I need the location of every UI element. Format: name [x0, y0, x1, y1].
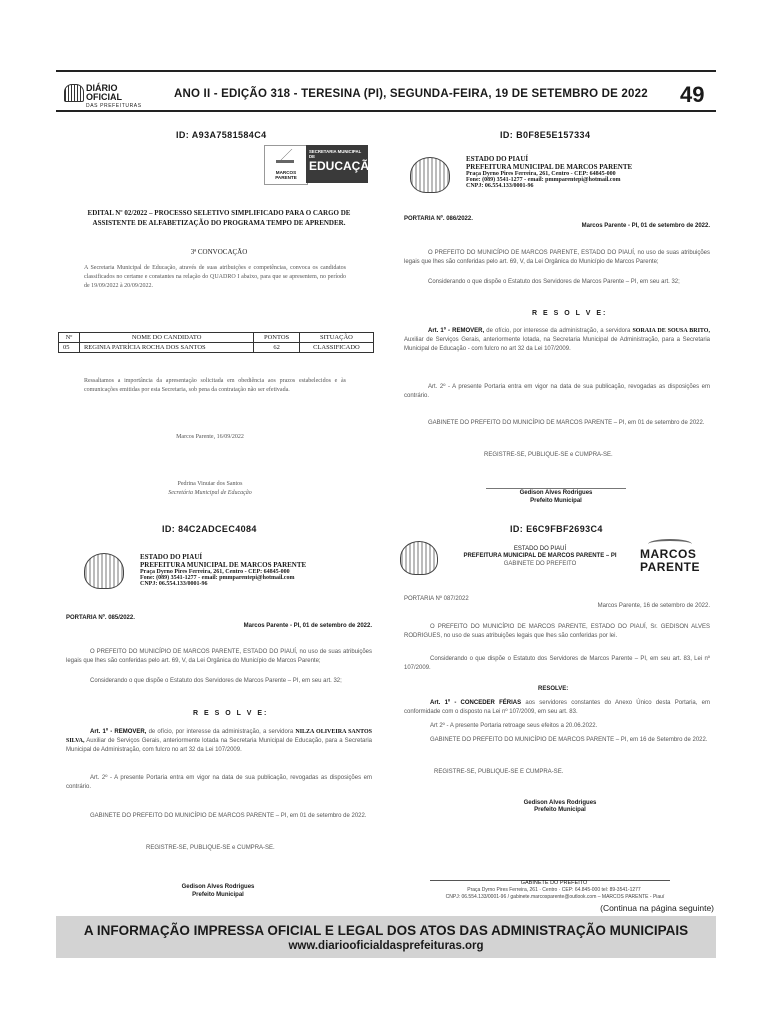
table-header: PONTOS: [254, 333, 300, 343]
doc1-signer-role: Secretária Municipal de Educação: [168, 490, 252, 496]
doc4-registre: REGISTRE-SE, PUBLIQUE-SE E CUMPRA-SE.: [434, 769, 564, 775]
letterhead-line2: PREFEITURA MUNICIPAL DE MARCOS PARENTE: [466, 163, 633, 171]
doc4-art1: [404, 699, 710, 717]
page-number: 49: [680, 82, 705, 107]
doc4-id: ID: E6C9FBF2693C4: [510, 524, 603, 534]
doc4-footer-line3: CNPJ: 06.554.133/0001-96 / gabinete.marcosparente@outlook.com – MARCOS PARENTE - Piauí: [445, 894, 665, 900]
header-top-rule: [56, 70, 716, 72]
doc3-p2: Considerando o que dispõe o Estatuto dos Servidores de Marcos Parente – PI, em seu art. 32;: [90, 678, 342, 684]
doc2-registre: REGISTRE-SE, PUBLIQUE-SE e CUMPRA-SE.: [484, 452, 613, 458]
doc4-portaria: PORTARIA Nº 087/2022: [404, 596, 469, 602]
doc3-art1-text: de ofício, por interesse da administração, a servidora: [146, 729, 296, 735]
doc3-registre: REGISTRE-SE, PUBLIQUE-SE e CUMPRA-SE.: [146, 845, 275, 851]
doc2-art1-rest: Auxiliar de Serviços Gerais, anteriormente lotada, na Secretaria Municipal de Administração, para a Secretaria Municipal de Educação - com fulcro no art 32 da Lei 107/2009.: [404, 337, 710, 352]
coat-of-arms-icon: [400, 541, 438, 575]
doc3-portaria: PORTARIA Nº. 085/2022.: [66, 615, 135, 621]
table-header: NOME DO CANDIDATO: [79, 333, 253, 343]
logo-city-text: MARCOS PARENTE: [275, 170, 297, 180]
doc3-art1-name: NILZA OLIVEIRA SANTOS SILVA,: [66, 729, 372, 744]
doc1-signer-name: Pedrina Vinuiar dos Santos: [177, 481, 243, 487]
marcos-parente-logo: [640, 539, 716, 579]
doc2-resolve: R E S O L V E:: [532, 310, 608, 317]
letterhead-line2: PREFEITURA MUNICIPAL DE MARCOS PARENTE: [140, 561, 307, 569]
footer-website: www.diariooficialdasprefeituras.org: [288, 940, 484, 952]
doc3-art2: Art. 2º - A presente Portaria entra em vigor na data de sua publicação, revogadas as disposições em contrário.: [66, 775, 372, 790]
letterhead-line1: ESTADO DO PIAUÍ: [140, 553, 203, 561]
doc2-art1-text: de ofício, por interesse da administração, a servidora: [484, 328, 633, 334]
logo-secretaria-text: SECRETARIA MUNICIPAL DE: [309, 149, 362, 159]
doc2-gabinete: GABINETE DO PREFEITO DO MUNICÍPIO DE MARCOS PARENTE – PI, em 01 de setembro de 2022.: [428, 420, 705, 426]
coat-of-arms-icon: [84, 553, 124, 589]
school-icon: [276, 149, 294, 163]
doc4-date: Marcos Parente, 16 de setembro de 2022.: [597, 603, 710, 609]
doc3-signer-name: Gedison Alves Rodrigues: [181, 884, 255, 890]
educacao-logo: [264, 145, 379, 183]
doc4-resolve: RESOLVE:: [538, 686, 569, 692]
letterhead-line4: Fone: (089) 3541-1277 - email: pmmparentepi@hotmail.com: [140, 575, 295, 581]
letterhead-line5: CNPJ: 06.554.133/0001-96: [140, 581, 208, 587]
continua-note: (Continua na página seguinte): [600, 903, 714, 913]
brand-top: MARCOS: [640, 547, 697, 561]
doc4-art1-rest: aos servidores constantes do Anexo Único desta Portaria, em conformidade com o disposto na Lei nº 107/2009, em seu art. 83.: [404, 700, 710, 715]
doc4-footer-line2: Praça Dyrno Pires Ferreira, 261 · Centro · CEP: 64.845-000 tel: 89-3541-1277: [467, 887, 641, 893]
doc4-p2: Considerando o que dispõe o Estatuto dos Servidores de Marcos Parente – PI, em seu art. 83, Lei nº 107/2009.: [404, 656, 710, 671]
doc2-signer-name: Gedison Alves Rodrigues: [519, 490, 593, 496]
candidates-table: [58, 332, 374, 353]
doc2-art1-name: SORAIA DE SOUSA BRITO,: [632, 328, 710, 334]
doc3-p1: O PREFEITO DO MUNICÍPIO DE MARCOS PARENTE, ESTADO DO PIAUÍ, no uso de suas atribuições legais que lhes são conferidas pelo art. 69, V, da Lei Orgânica do Município de Marcos Parente;: [66, 649, 372, 664]
edition-line: ANO II - EDIÇÃO 318 - TERESINA (PI), SEGUNDA-FEIRA, 19 DE SETEMBRO DE 2022: [174, 88, 648, 100]
doc2-p1: O PREFEITO DO MUNICÍPIO DE MARCOS PARENTE, ESTADO DO PIAUÍ, no uso de suas atribuições legais que lhes são conferidas pelo art. 69, V, da Lei Orgânica do Município de Marcos Parente;: [404, 250, 710, 265]
doc1-paragraph2: Ressaltamos a importância da apresentação solicitada em obediência aos prazos estabelecidos e às comunicações emitidas por esta Secretaria, sob pena da contratação não ser efetivada.: [84, 378, 346, 393]
footer-line1: A INFORMAÇÃO IMPRESSA OFICIAL E LEGAL DOS ATOS DAS ADMINISTRAÇÃO MUNICIPAIS: [83, 923, 689, 938]
doc2-signer-role: Prefeito Municipal: [530, 498, 582, 504]
letterhead-line3: Praça Dyrno Pires Ferreira, 261, Centro - CEP: 64845-000: [140, 569, 290, 575]
doc3-signer-role: Prefeito Municipal: [192, 892, 244, 898]
doc4-heading-line1: ESTADO DO PIAUÍ: [513, 546, 567, 552]
doc4-footer-line1: GABINETE DO PREFEITO: [520, 880, 588, 886]
doc4-signer-role: Prefeito Municipal: [534, 807, 586, 813]
doc3-letterhead: [140, 553, 390, 587]
doc2-art1-lead: Art. 1º - REMOVER,: [428, 328, 485, 334]
letterhead-line5: CNPJ: 06.554.133/0001-96: [466, 183, 534, 189]
doc4-gabinete: GABINETE DO PREFEITO DO MUNICÍPIO DE MARCOS PARENTE – PI, em 16 de Setembro de 2022.: [430, 737, 708, 743]
logo-dark-block: [306, 145, 379, 183]
logo-subtitle: DAS PREFEITURAS: [86, 103, 142, 109]
doc1-title: EDITAL Nº 02/2022 – PROCESSO SELETIVO SIMPLIFICADO PARA O CARGO DE ASSISTENTE DE ALFABETIZAÇÃO DO PROGRAMA TEMPO DE APRENDER.: [87, 209, 351, 227]
table-row: [59, 343, 374, 353]
diario-logo: [64, 82, 148, 109]
logo-title: DIÁRIO OFICIAL: [86, 83, 122, 102]
table-cell: REGINIA PATRÍCIA ROCHA DOS SANTOS: [79, 343, 253, 353]
table-cell: 62: [254, 343, 300, 353]
letterhead-line3: Praça Dyrno Pires Ferreira, 261, Centro - CEP: 64845-000: [466, 171, 616, 177]
table-cell: CLASSIFICADO: [299, 343, 373, 353]
doc3-art1-lead: Art. 1º - REMOVER,: [90, 729, 147, 735]
brand-bottom: PARENTE: [640, 560, 700, 574]
doc1-paragraph1: A Secretaria Municipal de Educação, através de suas atribuições e competências, convoca os candidatos classificados no certame e constantes na relação do QUADRO I abaixo, para que se apresentem, no período de 19/09/2022 à 20/09/2022.: [84, 265, 346, 289]
doc2-portaria: PORTARIA Nº. 086/2022.: [404, 216, 473, 222]
doc4-signer-name: Gedison Alves Rodrigues: [523, 800, 597, 806]
coat-of-arms-icon: [410, 157, 450, 193]
doc4-heading-line2: PREFEITURA MUNICIPAL DE MARCOS PARENTE – PI: [463, 553, 617, 559]
doc2-art2: Art. 2º - A presente Portaria entra em vigor na data de sua publicação, revogadas as disposições em contrário.: [404, 384, 710, 399]
building-icon: [64, 84, 84, 102]
doc1-place-date: Marcos Parente, 16/09/2022: [176, 434, 244, 440]
doc2-art1: [404, 327, 710, 354]
logo-crest-block: [264, 145, 308, 185]
doc3-art1-rest: Auxiliar de Serviços Gerais, anteriormente lotada na Secretaria Municipal de Educação, para a Secretaria Municipal de Administração, com fulcro no art 32 da Lei 107/2009.: [66, 738, 372, 753]
letterhead-line4: Fone: (089) 3541-1277 - email: pmmparentepi@hotmail.com: [466, 177, 621, 183]
doc2-letterhead: [466, 155, 716, 189]
header-bottom-rule: [56, 110, 716, 112]
doc3-gabinete: GABINETE DO PREFEITO DO MUNICÍPIO DE MARCOS PARENTE – PI, em 01 de setembro de 2022.: [90, 813, 367, 819]
table-header: SITUAÇÃO: [299, 333, 373, 343]
doc2-p2: Considerando o que dispõe o Estatuto dos Servidores de Marcos Parente – PI, em seu art. 32;: [428, 279, 680, 285]
table-header: Nº: [59, 333, 80, 343]
doc3-date: Marcos Parente - PI, 01 de setembro de 2022.: [243, 623, 372, 629]
table-header-row: [59, 333, 374, 343]
doc3-art1: [66, 728, 372, 755]
doc4-p1: O PREFEITO DO MUNICÍPIO DE MARCOS PARENTE, ESTADO DO PIAUÍ, Sr. GEDISON ALVES RODRIGUES, no uso de suas atribuições legais que lhes são conferidas por lei.: [404, 624, 710, 639]
doc4-art2: Art 2º - A presente Portaria retroage seus efeitos a 20.06.2022.: [430, 723, 598, 729]
letterhead-line1: ESTADO DO PIAUÍ: [466, 155, 529, 163]
footer-banner: [56, 916, 716, 958]
logo-educacao-text: EDUCAÇÃO: [309, 159, 379, 173]
doc2-date: Marcos Parente - PI, 01 de setembro de 2022.: [581, 223, 710, 229]
doc3-id: ID: 84C2ADCEC4084: [162, 524, 257, 534]
doc1-id: ID: A93A7581584C4: [176, 130, 267, 140]
doc1-subtitle: 3ª CONVOCAÇÃO: [190, 248, 248, 256]
doc4-art1-lead: Art. 1º - CONCEDER FÉRIAS: [430, 700, 522, 706]
doc3-resolve: R E S O L V E:: [193, 710, 269, 717]
table-cell: 05: [59, 343, 80, 353]
doc2-id: ID: B0F8E5E157334: [500, 130, 591, 140]
doc4-heading-line3: GABINETE DO PREFEITO: [503, 561, 577, 567]
